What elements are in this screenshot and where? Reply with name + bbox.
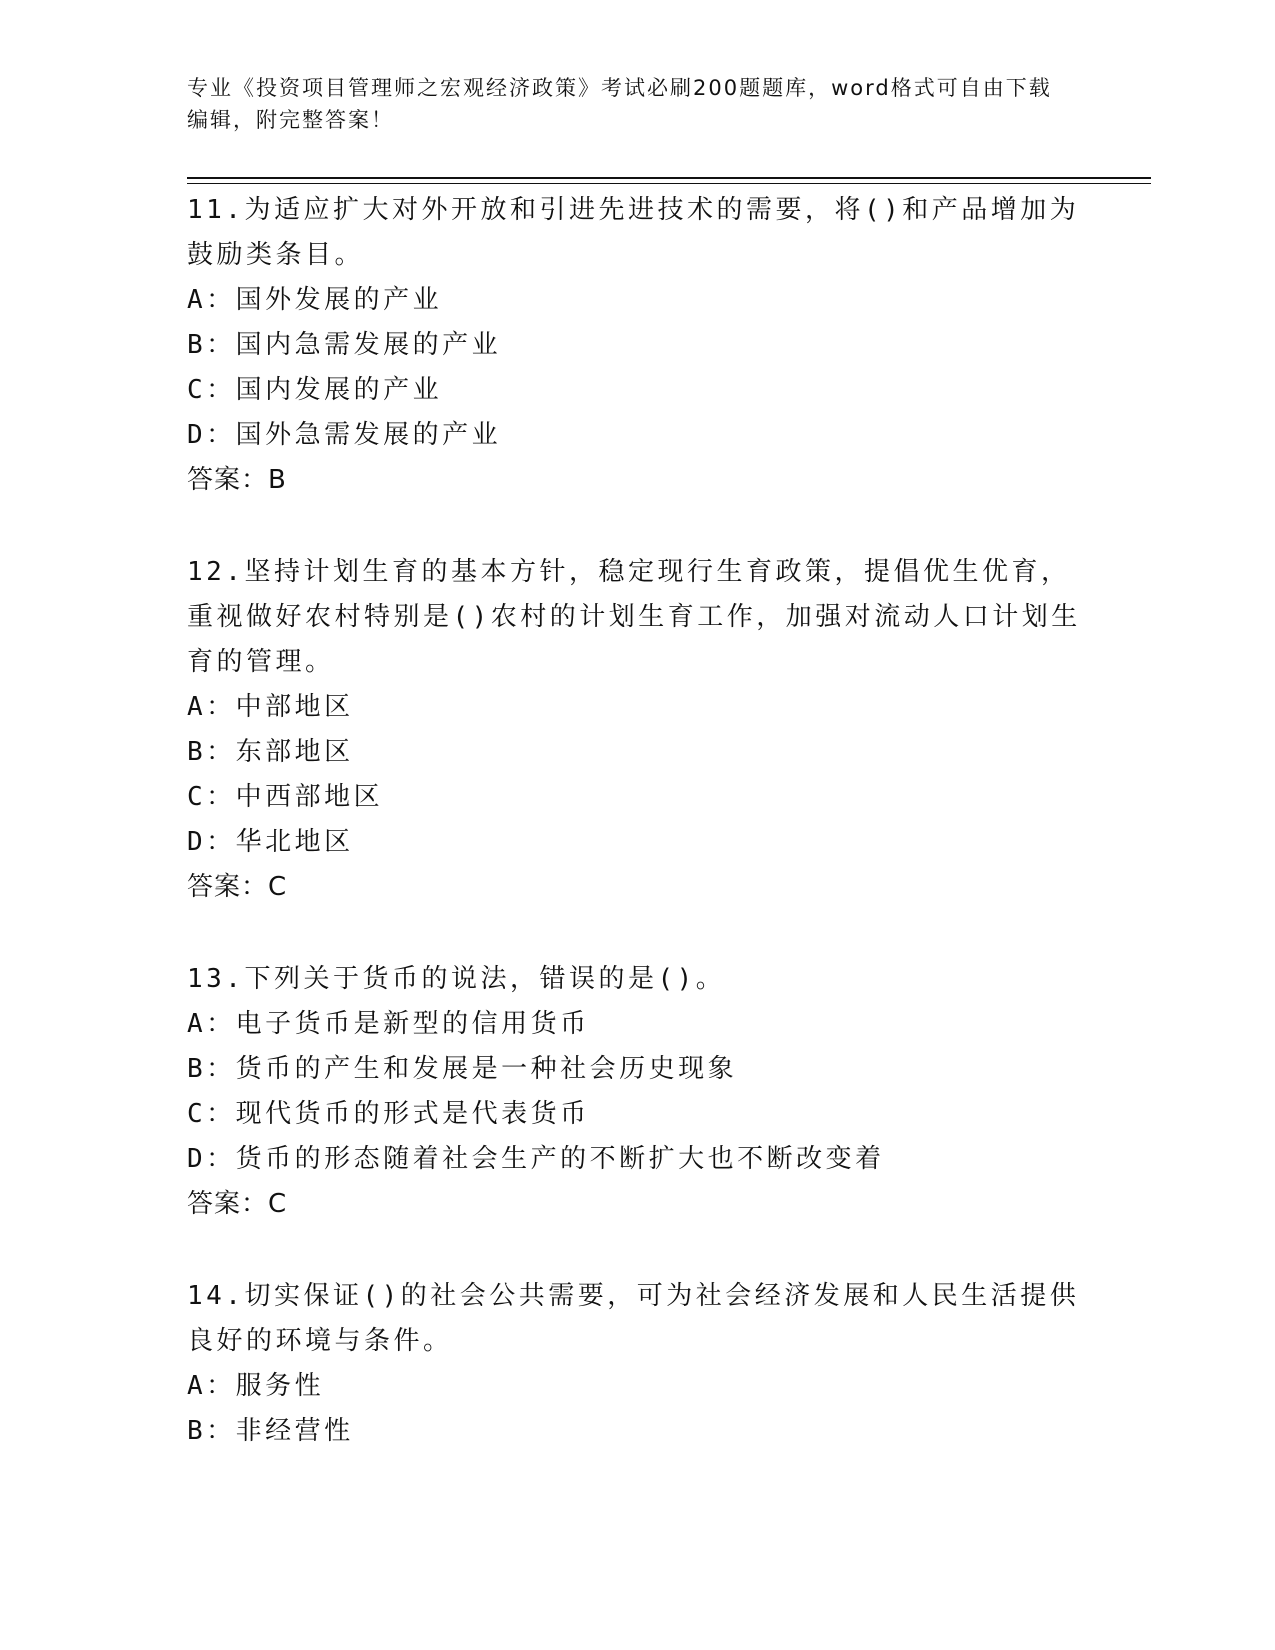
option-d: D：华北地区 — [187, 827, 354, 857]
document-header: 专业《投资项目管理师之宏观经济政策》考试必刷200题题库，word格式可自由下载编辑，附完整答案！ — [187, 76, 1052, 132]
question-stem: 12.坚持计划生育的基本方针，稳定现行生育政策，提倡优生优育，重视做好农村特别是()农村的计划生育工作，加强对流动人口计划生育的管理。 — [187, 557, 1081, 677]
option-c: C：国内发展的产业 — [187, 375, 443, 405]
question-12 — [187, 550, 1087, 910]
option-c: C：中西部地区 — [187, 782, 384, 812]
option-a: A：国外发展的产业 — [187, 285, 443, 315]
question-stem: 13.下列关于货币的说法，错误的是()。 — [187, 964, 726, 994]
question-stem: 14.切实保证()的社会公共需要，可为社会经济发展和人民生活提供良好的环境与条件。 — [187, 1281, 1080, 1356]
answer: 答案：B — [187, 465, 287, 495]
option-a: A：电子货币是新型的信用货币 — [187, 1009, 590, 1039]
option-b: B：货币的产生和发展是一种社会历史现象 — [187, 1054, 738, 1084]
question-stem: 11.为适应扩大对外开放和引进先进技术的需要，将()和产品增加为鼓励类条目。 — [187, 195, 1080, 270]
option-d: D：货币的形态随着社会生产的不断扩大也不断改变着 — [187, 1144, 885, 1174]
option-a: A：中部地区 — [187, 692, 354, 722]
answer: 答案：C — [187, 872, 288, 902]
header-rule-thin — [187, 183, 1151, 184]
option-b: B：国内急需发展的产业 — [187, 330, 502, 360]
header-rule-thick — [187, 177, 1151, 179]
option-d: D：国外急需发展的产业 — [187, 420, 502, 450]
option-c: C：现代货币的形式是代表货币 — [187, 1099, 590, 1129]
option-a: A：服务性 — [187, 1371, 325, 1401]
option-b: B：东部地区 — [187, 737, 354, 767]
option-b: B：非经营性 — [187, 1416, 354, 1446]
question-list — [187, 188, 1087, 1501]
answer: 答案：C — [187, 1189, 288, 1219]
question-14 — [187, 1274, 1087, 1454]
question-13 — [187, 957, 1087, 1227]
question-11 — [187, 188, 1087, 503]
